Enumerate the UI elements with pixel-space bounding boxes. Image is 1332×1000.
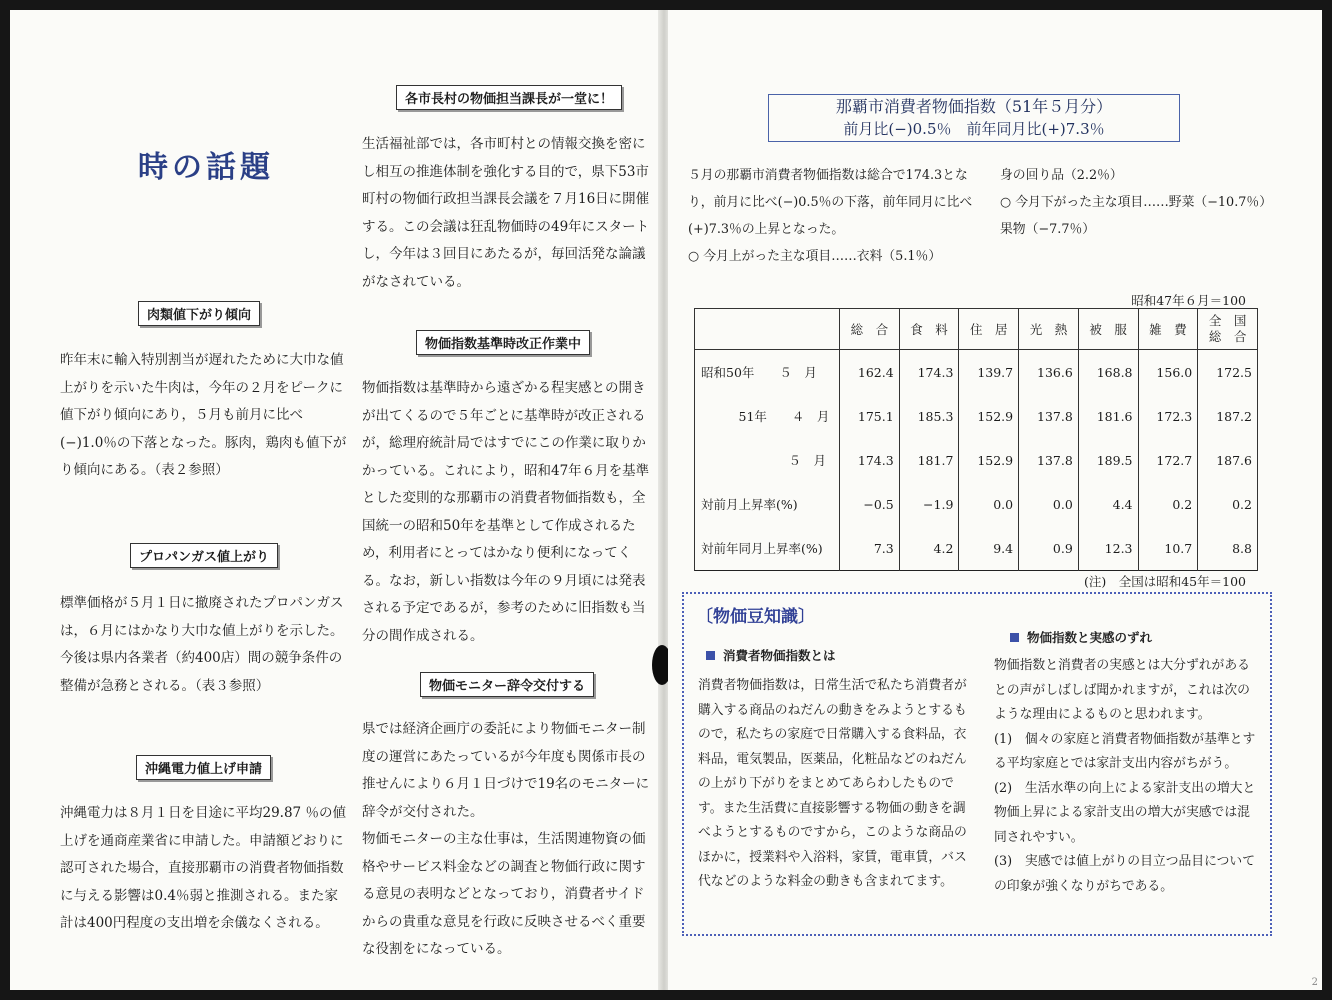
table-cell: 0.0 — [959, 482, 1019, 526]
table-cell: 0.9 — [1019, 526, 1079, 571]
row-label: 対前年同月上昇率(%) — [695, 526, 840, 571]
table-cell: 175.1 — [840, 394, 900, 438]
row-label: 対前月上昇率(%) — [695, 482, 840, 526]
table-row — [695, 438, 1258, 482]
table-cell: 181.7 — [899, 438, 959, 482]
table-cell: 156.0 — [1138, 350, 1198, 395]
heading-meat-prices: 肉類値下がり傾向 — [138, 301, 260, 326]
heading-propane: プロパンガス値上がり — [130, 543, 278, 568]
table-cell: 152.9 — [959, 438, 1019, 482]
table-cell: 0.0 — [1019, 482, 1079, 526]
table-corner-cell — [695, 309, 840, 350]
table-cell: 0.2 — [1198, 482, 1258, 526]
table-cell: −1.9 — [899, 482, 959, 526]
meat-paragraph: 昨年末に輸入特別割当が遅れたために大巾な値上がりを示いた牛肉は，今年の２月をピークに値下がり傾向にあり，５月も前月に比べ(−)1.0％の下落となった。豚肉，鶏肉も値下がり傾向にある。（表２参照） — [60, 352, 347, 478]
table-cell: 172.5 — [1198, 350, 1258, 395]
table-cell: 0.2 — [1138, 482, 1198, 526]
table-cell: 185.3 — [899, 394, 959, 438]
table-cell: 181.6 — [1078, 394, 1138, 438]
table-cell: 4.4 — [1078, 482, 1138, 526]
table-cell: 139.7 — [959, 350, 1019, 395]
heading-power-rate: 沖縄電力値上げ申請 — [136, 755, 271, 780]
table-cell: 162.4 — [840, 350, 900, 395]
table-cell: −0.5 — [840, 482, 900, 526]
table-cell: 189.5 — [1078, 438, 1138, 482]
table-cell: 7.3 — [840, 526, 900, 571]
col-header-misc: 雑 費 — [1138, 309, 1198, 350]
table-row — [695, 482, 1258, 526]
square-bullet-icon — [1010, 633, 1019, 642]
trivia-left-text: 消費者物価指数は，日常生活で私たち消費者が購入する商品のねだんの動きをみようとするもので，私たちの家庭で日常購入する食料品，衣料品，電気製品，医薬品，化粧品などのねだんの上がり下がりをまとめてあらわしたものです。また生活費に直接影響する物価の動きを調べようとするものですから，このような商品のほかに，授業料や入浴料，家賃，電車賃，バス代などのような料金の動きも含まれてます。 — [698, 678, 967, 889]
col-header-national: 全 国 総 合 — [1198, 309, 1258, 350]
table-row — [695, 350, 1258, 395]
table-footnote: (注) 全国は昭和45年＝100 — [1083, 574, 1246, 589]
table-cell: 137.8 — [1019, 394, 1079, 438]
power-paragraph: 沖縄電力は８月１日を目途に平均29.87 ％の値上げを通商産業省に申請した。申請額どおりに認可された場合，直接那覇市の消費者物価指数に与える影響は0.4％弱と推測される。また家計は400円程度の支出増を余儀なくされる。 — [60, 805, 346, 931]
cpi-summary-right: 身の回り品（2.2％） ○ 今月下がった主な項目……野菜（−10.7％） 果物（−7.7％） — [1000, 168, 1272, 237]
table-cell: 9.4 — [959, 526, 1019, 571]
col-header-food: 食 料 — [899, 309, 959, 350]
cpi-headline-box — [768, 94, 1180, 142]
trivia-right-heading-text: 物価指数と実感のずれ — [1027, 630, 1153, 645]
page-number: 2 — [1311, 977, 1318, 988]
table-cell: 137.8 — [1019, 438, 1079, 482]
right-page — [668, 10, 1322, 990]
table-cell: 4.2 — [899, 526, 959, 571]
price-trivia-box — [682, 592, 1272, 936]
col-header-total: 総 合 — [840, 309, 900, 350]
cpi-headline-title: 那覇市消費者物価指数（51年５月分） — [835, 97, 1113, 116]
heading-monitor: 物価モニター辞令交付する — [420, 672, 594, 697]
trivia-left-heading-text: 消費者物価指数とは — [723, 648, 836, 663]
cpi-summary-left: ５月の那覇市消費者物価指数は総合で174.3となり，前月に比べ(−)0.5％の下落，前年同月に比べ(+)7.3％の上昇となった。 ○ 今月上がった主な項目……衣料（5.1％） — [688, 168, 973, 264]
table-cell: 136.6 — [1019, 350, 1079, 395]
left-page — [10, 10, 660, 990]
row-label: 昭和50年 ５ 月 — [695, 350, 840, 395]
intro-paragraph: 生活福祉部では，各市町村との情報交換を密にし相互の推進体制を強化する目的で，県下53市町村の物価行政担当課長会議を７月16日に開催する。この会議は狂乱物価時の49年にスタートし，今年は３回目にあたるが，毎回活発な論議がなされている。 — [362, 136, 650, 290]
row-label: 51年 ４ 月 — [695, 394, 840, 438]
trivia-right-heading — [1010, 628, 1152, 646]
monitor-paragraph: 県では経済企画庁の委託により物価モニター制度の運営にあたっているが今年度も関係市長の推せんにより６月１日づけで19名のモニターに辞令が交付された。 物価モニターの主な仕事は，生活関連物資の価格やサービス料金などの調査と物価行政に関する意見の表明などとなっており，消費者サイドからの貴重な意見を行政に反映させるべく重要な役割をになっている。 — [362, 721, 650, 957]
cpi-headline-sub: 前月比(−)0.5％ 前年同月比(+)7.3％ — [843, 120, 1105, 138]
trivia-left-heading — [706, 646, 836, 664]
col-header-utilities: 光 熱 — [1019, 309, 1079, 350]
table-row — [695, 394, 1258, 438]
table-cell: 187.6 — [1198, 438, 1258, 482]
heading-price-managers-meeting: 各市長村の物価担当課長が一堂に！ — [396, 85, 622, 110]
table-cell: 12.3 — [1078, 526, 1138, 571]
table-cell: 152.9 — [959, 394, 1019, 438]
page-title: 時の話題 — [138, 150, 274, 185]
propane-paragraph: 標準価格が５月１日に撤廃されたプロパンガスは，６月にはかなり大巾な値上がりを示した。今後は県内各業者（約400店）間の競争条件の整備が急務とされる。（表３参照） — [60, 595, 344, 694]
heading-index-revision: 物価指数基準時改正作業中 — [416, 330, 590, 355]
table-row — [695, 526, 1258, 571]
row-label: ５ 月 — [695, 438, 840, 482]
trivia-title: 〔物価豆知識〕 — [696, 607, 815, 627]
table-cell: 172.7 — [1138, 438, 1198, 482]
col-header-clothing: 被 服 — [1078, 309, 1138, 350]
index-paragraph: 物価指数は基準時から遠ざかる程実感との開きが出てくるので５年ごとに基準時が改正されるが，総理府統計局ではすでにこの作業に取りかかっている。これにより，昭和47年６月を基準とした変則的な那覇市の消費者物価指数も，全国統一の昭和50年を基準として作成されるため，利用者にとってはかなり便利になってくる。なお，新しい指数は今年の９月頃には発表される予定であるが，参考のために旧指数も当分の間作成される。 — [362, 380, 650, 644]
trivia-right-text: 物価指数と消費者の実感とは大分ずれがあるとの声がしばしば聞かれますが，これは次のような理由によるものと思われます。 (1) 個々の家庭と消費者物価指数が基準とする平均家庭とでは家計支出内容がちがう。 (2) 生活水準の向上による家計支出の増大と物価上昇による家計支出の増大が実感では混同されやすい。 (3) 実感では値上がりの目立つ品目についての印象が強くなりがちである。 — [994, 658, 1256, 894]
table-cell: 172.3 — [1138, 394, 1198, 438]
table-cell: 174.3 — [840, 438, 900, 482]
table-cell: 187.2 — [1198, 394, 1258, 438]
cpi-table-header-row — [695, 309, 1258, 350]
square-bullet-icon — [706, 651, 715, 660]
table-cell: 168.8 — [1078, 350, 1138, 395]
cpi-table — [694, 308, 1258, 571]
base-year-note: 昭和47年６月＝100 — [1131, 293, 1246, 308]
table-cell: 10.7 — [1138, 526, 1198, 571]
table-cell: 8.8 — [1198, 526, 1258, 571]
col-header-housing: 住 居 — [959, 309, 1019, 350]
table-cell: 174.3 — [899, 350, 959, 395]
